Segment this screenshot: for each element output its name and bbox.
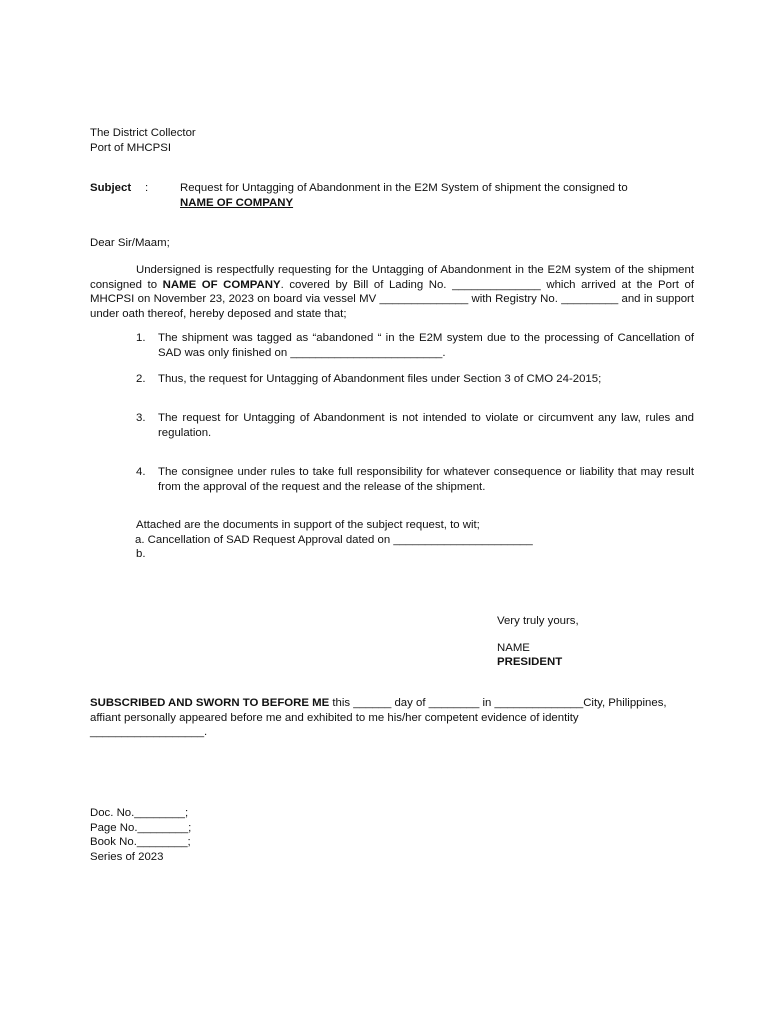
jurat-paragraph (90, 696, 694, 740)
list-item (136, 331, 694, 360)
list-item-number: 3. (136, 412, 146, 424)
list-item (136, 372, 694, 387)
notary-block (90, 806, 191, 864)
addressee-line-2: Port of MHCPSI (90, 141, 172, 154)
addressee-block (90, 126, 196, 155)
notary-page-no: Page No.________; (90, 821, 192, 834)
intro-part-2: . covered by Bill of Lading No. ______________ which arrived at the Port of MHCPSI on November 23, 2023 on board via vessel MV ______________ with Registry No. _________ and in support under oath thereof, hereby deposed and state that; (90, 278, 694, 320)
intro-company: NAME OF COMPANY (162, 278, 281, 291)
list-item-text: The consignee under rules to take full responsibility for whatever consequence or liability that may result from the approval of the request and the release of the shipment. (158, 466, 694, 493)
signatory-name: NAME (497, 642, 530, 654)
list-item-number: 1. (136, 332, 146, 344)
jurat-rest: this ______ day of ________ in ______________City, Philippines, affiant personally appeared before me and exhibited to me his/her competent evidence of identity __________________. (90, 697, 667, 738)
subject-text: Request for Untagging of Abandonment in the E2M System of shipment the consigned to (180, 182, 628, 194)
attachment-a: a. Cancellation of SAD Request Approval dated on ______________________ (135, 533, 533, 546)
subject-company: NAME OF COMPANY (180, 196, 294, 209)
closing-line: Very truly yours, (497, 615, 579, 627)
list-item-text: The request for Untagging of Abandonment is not intended to violate or circumvent any law, rules and regulation. (158, 412, 694, 439)
attachments-intro: Attached are the documents in support of the subject request, to wit; (136, 519, 480, 531)
subject-text-block (180, 181, 695, 210)
notary-doc-no: Doc. No.________; (90, 807, 189, 819)
subject-colon: : (145, 182, 149, 194)
intro-paragraph (90, 263, 694, 321)
jurat-bold: SUBSCRIBED AND SWORN TO BEFORE ME (90, 697, 330, 709)
notary-series: Series of 2023 (90, 850, 164, 863)
list-item-text: The shipment was tagged as “abandoned “ in the E2M system due to the processing of Cancellation of SAD was only finished on ________________________. (158, 332, 694, 359)
list-item (136, 411, 694, 440)
signatory-title: PRESIDENT (497, 656, 563, 668)
list-item (136, 465, 694, 494)
subject-label: Subject (90, 182, 132, 194)
list-item-number: 2. (136, 373, 146, 385)
list-item-number: 4. (136, 466, 146, 478)
list-item-text: Thus, the request for Untagging of Abandonment files under Section 3 of CMO 24-2015; (158, 373, 602, 385)
intro-part-1: Undersigned is respectfully requesting for the Untagging of Abandonment in the E2M system of the shipment consigned to (90, 264, 694, 291)
notary-book-no: Book No.________; (90, 836, 191, 848)
attachment-b: b. (136, 548, 146, 560)
salutation: Dear Sir/Maam; (90, 237, 170, 249)
attachments-block (136, 518, 533, 562)
addressee-line-1: The District Collector (90, 127, 196, 139)
